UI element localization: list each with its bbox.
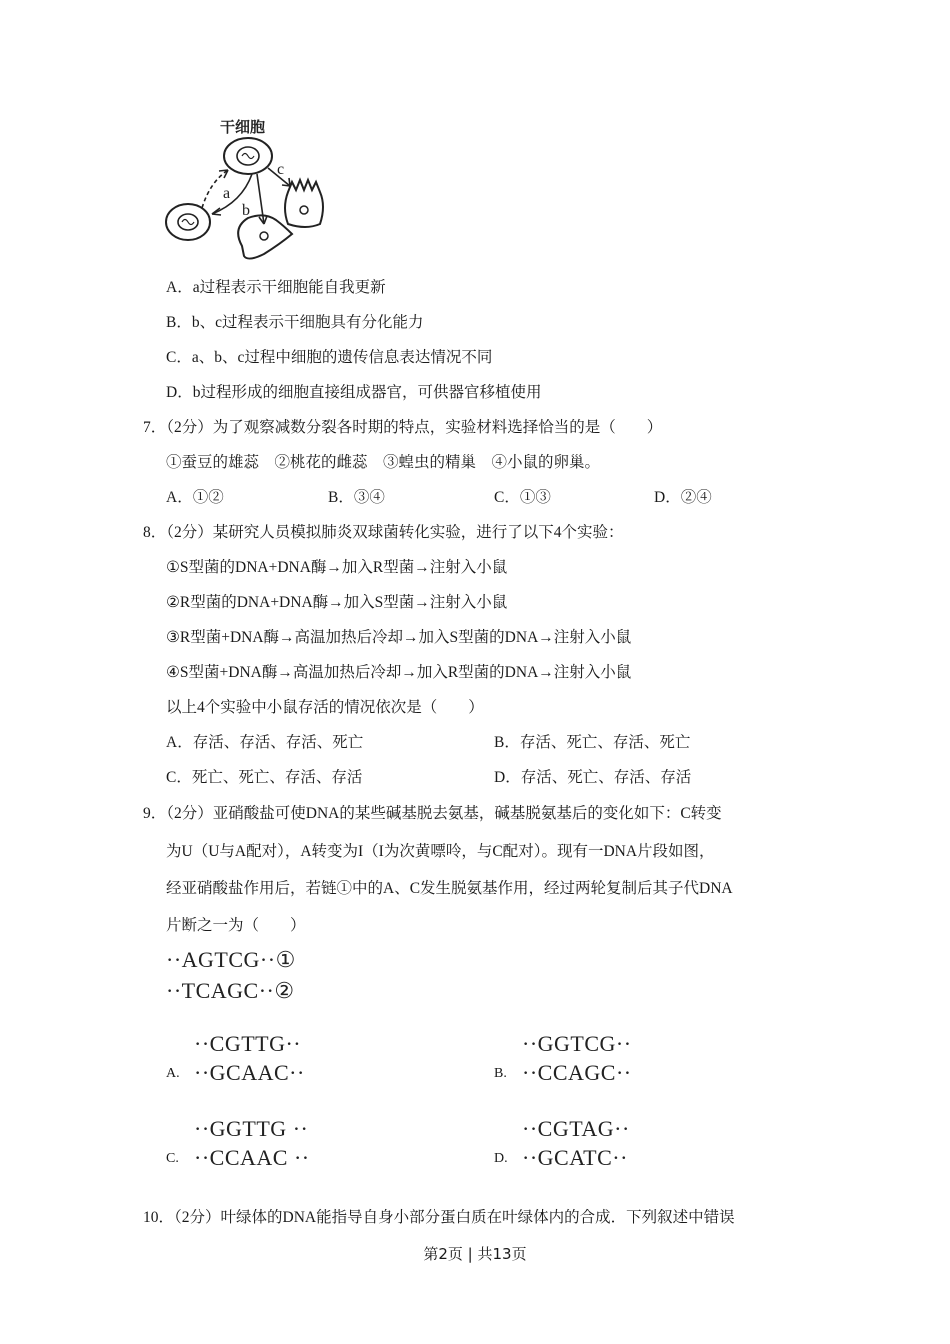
q9-option-a-bottom: ··GCAAC·· xyxy=(194,1060,305,1085)
q8-experiment-1: ①S型菌的DNA+DNA酶→加入R型菌→注射入小鼠 xyxy=(166,559,508,576)
q9-stem-line-3: 经亚硝酸盐作用后，若链①中的A、C发生脱氨基作用，经过两轮复制后其子代DNA xyxy=(166,880,733,897)
page-footer: 第2页 | 共13页 xyxy=(423,1245,527,1263)
q7-option-d: D．②④ xyxy=(654,489,712,506)
q8-experiment-4: ④S型菌+DNA酶→高温加热后冷却→加入R型菌的DNA→注射入小鼠 xyxy=(166,664,632,681)
arrow-label-b: b xyxy=(242,202,250,219)
q9-option-b-label: B. xyxy=(494,1066,507,1081)
q9-option-d-label: D. xyxy=(494,1151,508,1166)
q9-option-c-bottom: ··CCAAC ·· xyxy=(194,1145,310,1170)
stem-cell-diagram-svg xyxy=(160,110,350,270)
q7-option-b: B．③④ xyxy=(328,489,385,506)
q7-materials: ①蚕豆的雄蕊 ②桃花的雌蕊 ③蝗虫的精巢 ④小鼠的卵巢。 xyxy=(166,454,601,471)
q7-stem: 7．（2分）为了观察减数分裂各时期的特点，实验材料选择恰当的是（ ） xyxy=(143,419,663,436)
q8-question: 以上4个实验中小鼠存活的情况依次是（ ） xyxy=(166,699,484,716)
q9-option-d-top: ··CGTAG·· xyxy=(522,1116,630,1141)
q9-option-c-label: C. xyxy=(166,1151,179,1166)
q9-option-c-top: ··GGTTG ·· xyxy=(194,1116,309,1141)
q9-stem-line-2: 为U（U与A配对），A转变为I（I为次黄嘌呤，与C配对）。现有一DNA片段如图， xyxy=(166,843,715,860)
q6-option-d: D．b过程形成的细胞直接组成器官，可供器官移植使用 xyxy=(166,384,542,401)
q9-option-b-bottom: ··CCAGC·· xyxy=(522,1060,632,1085)
q6-option-b: B．b、c过程表示干细胞具有分化能力 xyxy=(166,314,424,331)
q8-option-a: A．存活、存活、存活、死亡 xyxy=(166,734,364,751)
q6-option-c: C．a、b、c过程中细胞的遗传信息表达情况不同 xyxy=(166,349,493,366)
q8-stem: 8．（2分）某研究人员模拟肺炎双球菌转化实验，进行了以下4个实验： xyxy=(143,524,624,541)
stem-cell-title: 干细胞 xyxy=(220,118,266,136)
q8-option-d: D．存活、死亡、存活、存活 xyxy=(494,769,692,786)
q9-stem-line-4: 片断之一为（ ） xyxy=(166,917,306,934)
dna-strand-1: ··AGTCG··① xyxy=(166,947,296,972)
q8-experiment-3: ③R型菌+DNA酶→高温加热后冷却→加入S型菌的DNA→注射入小鼠 xyxy=(166,629,632,646)
stem-cell-diagram xyxy=(160,110,350,270)
arrow-label-c: c xyxy=(277,161,285,178)
q8-option-b: B．存活、死亡、存活、死亡 xyxy=(494,734,691,751)
q7-option-c: C．①③ xyxy=(494,489,551,506)
q9-option-a-top: ··CGTTG·· xyxy=(194,1031,302,1056)
q8-experiment-2: ②R型菌的DNA+DNA酶→加入S型菌→注射入小鼠 xyxy=(166,594,508,611)
q10-stem: 10．（2分）叶绿体的DNA能指导自身小部分蛋白质在叶绿体内的合成．下列叙述中错误 xyxy=(143,1209,735,1226)
q9-option-a-label: A. xyxy=(166,1066,180,1081)
q9-stem-line-1: 9．（2分）亚硝酸盐可使DNA的某些碱基脱去氨基，碱基脱氨基后的变化如下：C转变 xyxy=(143,805,722,822)
q9-option-b-top: ··GGTCG·· xyxy=(522,1031,632,1056)
arrow-label-a: a xyxy=(223,185,231,202)
q7-option-a: A．①② xyxy=(166,489,224,506)
q8-option-c: C．死亡、死亡、存活、存活 xyxy=(166,769,363,786)
dna-strand-2: ··TCAGC··② xyxy=(166,978,295,1003)
q6-option-a: A．a过程表示干细胞能自我更新 xyxy=(166,279,386,296)
q9-option-d-bottom: ··GCATC·· xyxy=(522,1145,628,1170)
